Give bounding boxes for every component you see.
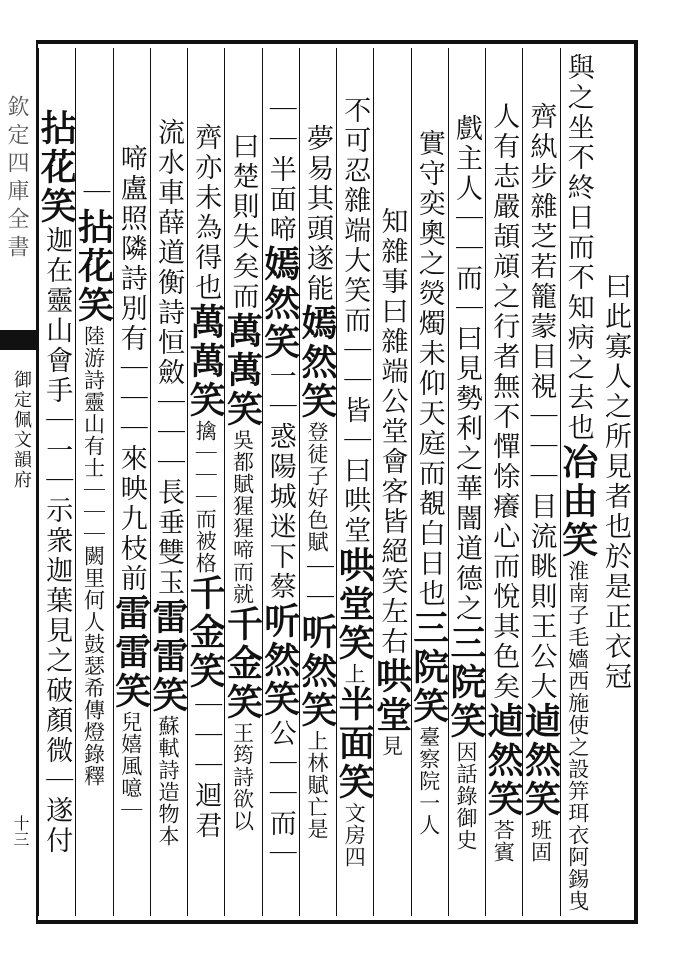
entry-headword: 三院笑: [445, 623, 487, 741]
page-number: 十三: [11, 815, 30, 847]
text-column: [109, 48, 152, 916]
text-column: [333, 48, 376, 916]
text-column: [35, 48, 78, 916]
text-column: [147, 48, 189, 916]
entry-headword: 嫣然笑: [258, 245, 301, 362]
annotation-text: 因話錄御史: [454, 740, 478, 851]
body-text: ｜｜: [302, 553, 333, 613]
entry-headword: 拈花笑: [35, 108, 78, 226]
entry-headword: 听然笑: [258, 602, 301, 719]
entry-headword: 千金笑: [184, 574, 227, 691]
body-text: 夢易其頭遂能: [302, 124, 333, 304]
body-text: 實守奕奧之熒燭未仰天庭而覩白日也: [413, 128, 445, 609]
entry-headword: 萬萬笑: [184, 303, 227, 420]
book-title: 御定佩文韻府: [11, 370, 32, 490]
annotation-text: 王筠詩欲以: [230, 722, 255, 832]
fishtail-mark: [0, 330, 38, 350]
entry-headword: 逌然笑: [482, 701, 525, 819]
body-text: 迦在靈山會手｜一｜示衆迦葉見之破顏微｜遂付: [41, 225, 73, 856]
body-text: 曰楚則失矣而: [227, 132, 259, 312]
annotation-text: 臺察院一人: [416, 725, 441, 836]
body-text: 曰此寡人之所見者也於是正衣冠: [600, 272, 631, 692]
annotation-text: 上: [342, 663, 367, 685]
annotation-text: 文房四: [342, 802, 367, 868]
text-column: [258, 48, 301, 916]
entry-headword: 雷雷笑: [109, 593, 152, 711]
text-column: [519, 48, 562, 916]
annotation-text: 吳都賦猩猩啼而就: [230, 429, 255, 605]
entry-headword: 拈花笑: [72, 207, 115, 325]
body-text: 啼盧照隣詩別有｜｜｜來映九枝前: [115, 143, 147, 594]
entry-headword: 逌然笑: [519, 701, 562, 819]
collection-title: 欽定四庫全書: [4, 95, 29, 263]
text-column: [221, 48, 264, 916]
body-text: 人有志嚴頡頏之行者無不憚悇癢心而悅其色矣: [488, 101, 520, 702]
entry-headword: 雷雷笑: [147, 597, 189, 715]
body-text: 齊紈步雜芝若籠蒙目視｜｜｜目流眺則王公大: [525, 101, 557, 702]
body-text: 齊亦未為得也: [190, 123, 222, 303]
entry-headword: 千金笑: [221, 605, 264, 722]
body-text: 流水車薛道衡詩恒斂｜｜｜長垂雙玉: [153, 117, 184, 598]
annotation-text: 見: [379, 735, 404, 757]
body-text: 知雜事曰雜端公堂會客皆絕笑左右: [376, 207, 408, 657]
text-column: [556, 48, 599, 916]
text-column: [407, 48, 450, 916]
body-text: 與之坐不終日而不知病之去也: [562, 52, 594, 443]
text-column: [482, 48, 525, 916]
text-column: [296, 48, 338, 916]
text-column: [445, 48, 487, 916]
entry-headword: 嫣然笑: [296, 304, 338, 421]
annotation-text: 擒｜｜｜而被格: [193, 420, 218, 574]
text-column: [370, 48, 413, 916]
entry-headword: 萬萬笑: [221, 312, 264, 429]
body-text: ｜｜｜迴君: [190, 691, 222, 841]
text-column: [72, 48, 115, 916]
annotation-text: 兒嬉風噫｜: [118, 710, 143, 821]
annotation-text: 淮南子毛嬙西施使之設笄珥衣阿錫曳: [565, 559, 590, 912]
text-column: [597, 48, 634, 916]
body-text: 公｜｜而｜: [264, 719, 296, 869]
entry-headword: 半面笑: [333, 685, 376, 802]
annotation-text: 上林賦亡是: [305, 730, 329, 840]
body-text: 不可忍雜端大笑而｜｜皆｜曰哄堂: [339, 96, 371, 546]
entry-headword: 冶由笑: [556, 442, 599, 560]
annotation-text: 蘇軾詩造物本: [156, 714, 180, 847]
annotation-text: 荅賓: [491, 818, 516, 863]
body-text: 一｜惑陽城迷下蔡: [264, 362, 296, 602]
page-margin-strip: [0, 40, 38, 924]
body-text: ｜: [78, 177, 110, 208]
annotation-text: 班固: [528, 818, 553, 863]
entry-headword: 哄堂: [370, 657, 413, 735]
text-column: [184, 48, 227, 916]
entry-headword: 三院笑: [407, 608, 450, 726]
entry-headword: 听然笑: [296, 613, 338, 730]
annotation-text: 登徒子好色賦: [305, 421, 329, 553]
body-text: 戲主人｜｜而｜曰見勢利之華闇道德之: [451, 113, 482, 624]
body-text: ｜｜半面啼: [264, 95, 296, 245]
annotation-text: 陸游詩靈山有士｜｜｜闕里何人鼓瑟希傳燈錄釋: [81, 324, 106, 787]
entry-headword: 哄堂笑: [333, 546, 376, 663]
